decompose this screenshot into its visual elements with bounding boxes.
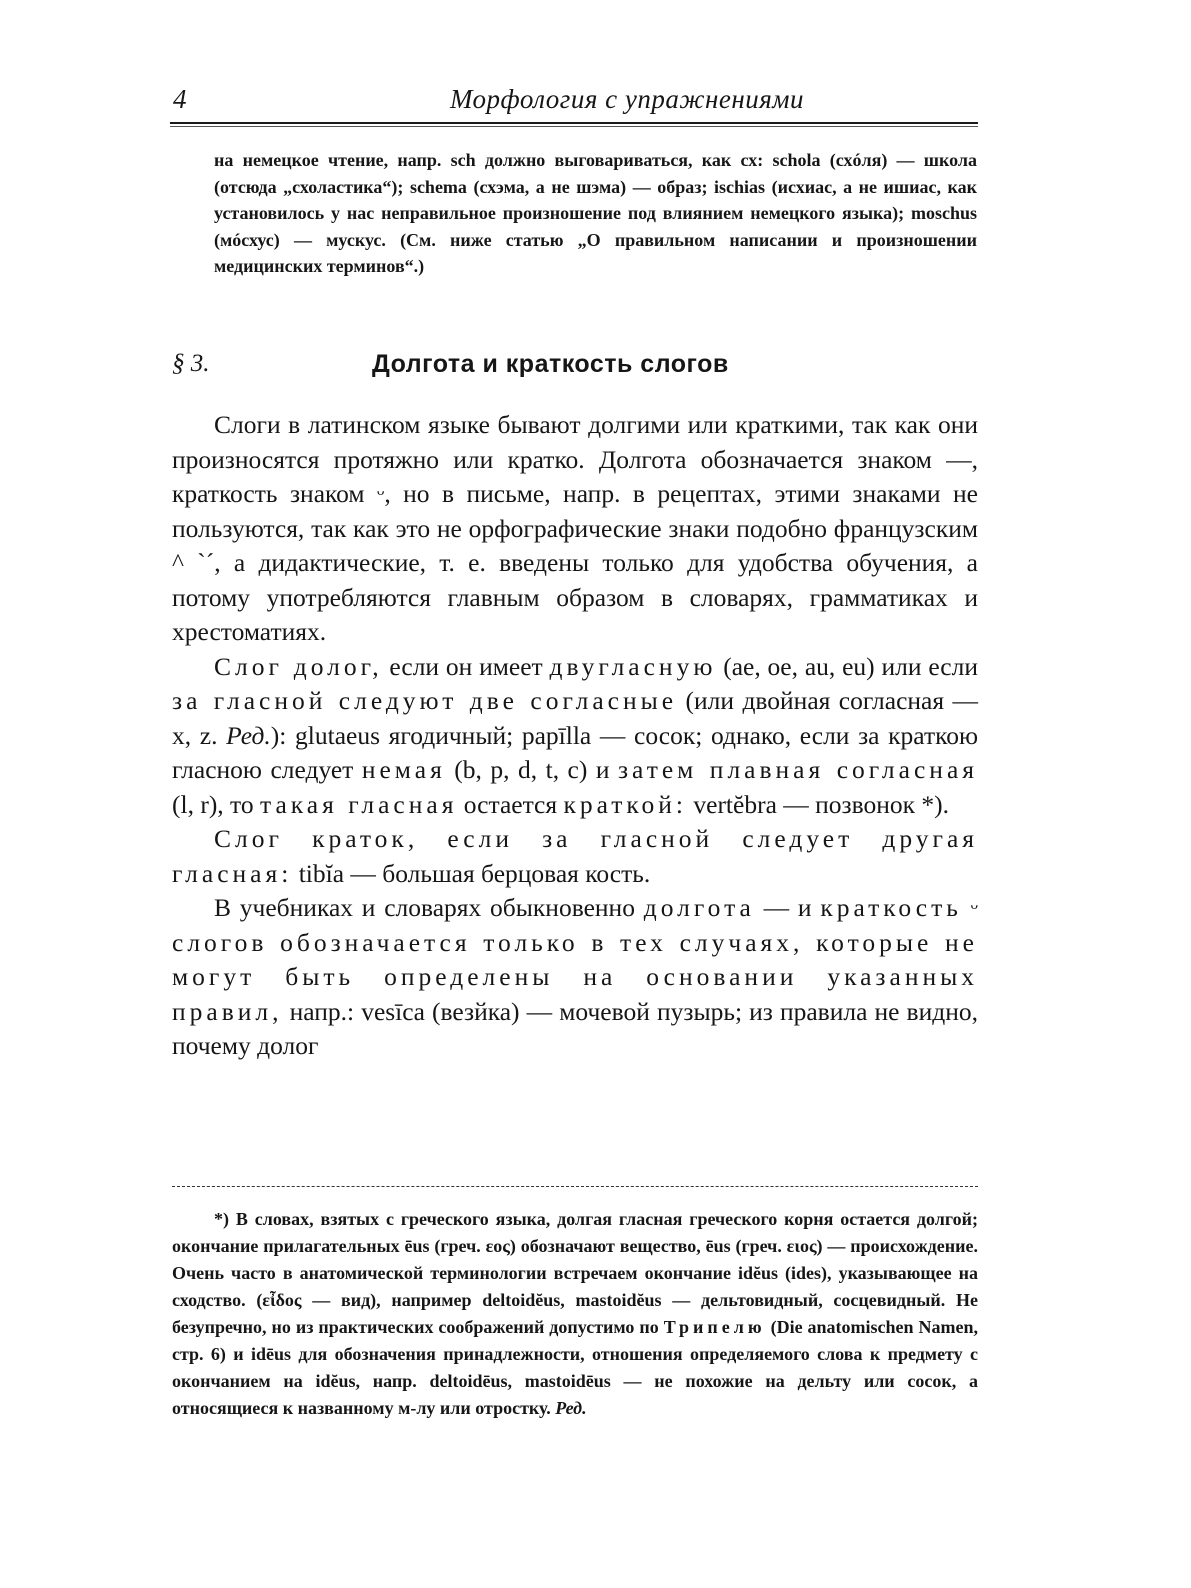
text-run: В учебниках и словарях обыкновенно	[214, 893, 644, 922]
text-run: остается	[457, 789, 564, 819]
section-heading	[172, 350, 978, 386]
footnote-rule	[172, 1186, 978, 1187]
footnote-text: (Die anatomischen Namen, стр. 6) и idēus для обозначения принадлежности, отношения определяемого слова к предмету с окончанием на idĕus, напр. deltoidēus, mastoidēus — не похожие на дельту или сосок, а относящиеся к названному м-лу или отростку.	[172, 1317, 978, 1418]
spaced-text: Слог краток, если за гласной следует другая гласная:	[172, 824, 978, 888]
spaced-text: краткость	[820, 893, 962, 922]
text-run: (или двойная согласная — x, z.	[172, 686, 978, 750]
running-head	[173, 84, 981, 124]
text-run: ): glutaeus ягодичный; papīlla — сосок; однако, если за краткою гласною следует	[172, 720, 978, 784]
text-run: (b, p, d, t, c) и	[445, 755, 618, 784]
footnote-text: *) В словах, взятых с греческого языка, долгая гласная греческого корня остается долгой; окончание прилагательных ēus (греч. εος) обозначают вещество, ēus (греч. ειος) — происхождение. Очень часто в анатомической терминологии встречаем окончание idĕus (ides), указывающее на сходство. (εἶδος — вид), например deltoidĕus, mastoidĕus — дельтовидный, сосцевидный. Не безупречно, но из практических соображений допустимо по	[172, 1209, 978, 1337]
paragraph-textbooks	[172, 891, 978, 1064]
editor-mark: Ред.	[226, 720, 271, 750]
spaced-text: такая гласная	[260, 789, 458, 819]
text-run: vertĕbra — позвонок *).	[687, 789, 950, 819]
page-number: 4	[173, 84, 187, 114]
spaced-text: краткой:	[563, 789, 687, 819]
spaced-name: Трипелю	[663, 1317, 766, 1337]
spaced-text: немая	[361, 755, 446, 784]
editor-mark: Ред.	[555, 1398, 587, 1418]
spaced-text: долгота	[643, 893, 755, 922]
spaced-text: Слог долог,	[214, 651, 383, 681]
paragraph-short-syllable	[172, 822, 978, 891]
paragraph-long-syllable	[172, 650, 978, 823]
spaced-text: слогов обозначается только в тех случаях, которые не могут быть определены на основании указанных правил,	[172, 927, 978, 1026]
text-run: если он имеет	[382, 651, 550, 681]
section-number: § 3.	[172, 350, 210, 377]
header-rule-thin	[170, 126, 978, 127]
text-run: ᵕ	[961, 893, 979, 922]
text-run: (ae, oe, au, eu) или если	[716, 651, 978, 681]
text-run: — и	[754, 893, 821, 922]
section-title: Долгота и краткость слогов	[372, 350, 729, 378]
footnote	[172, 1206, 978, 1422]
text-run: напр.: vesīca (везйка) — мочевой пузырь; из правила не видно, почему долог	[172, 996, 978, 1060]
footnote-paragraph	[172, 1206, 978, 1422]
text-run: tibĭa — большая берцовая кость.	[292, 858, 651, 888]
spaced-text: за гласной следуют две согласные	[172, 686, 678, 715]
header-rule	[170, 122, 978, 124]
running-title: Морфология с упражнениями	[449, 84, 805, 114]
paragraph-syllables: Слоги в латинском языке бывают долгими или краткими, так как они произносятся протяжно или кратко. Долгота обозначается знаком —, краткость знаком ᵕ, но в письме, напр. в рецептах, этими знаками не пользуются, так как это не орфографические знаки подобно французским ^ `´, а дидактические, т. е. введены только для удобства обучения, а потому употребляются главным образом в словарях, грамматиках и хрестоматиях.	[172, 410, 978, 646]
text-run: (l, r), то	[172, 789, 260, 819]
spaced-text: затем плавная согласная	[617, 755, 978, 784]
intro-note: на немецкое чтение, напр. sch должно выговариваться, как сх: schola (схóля) — школа (отсюда „схоластика“); schema (схэма, а не шэма) — образ; ischias (исхиас, а не ишиас, как установилось у нас неправильное произношение под влиянием немецкого языка); moschus (мóсхус) — мускус. (См. ниже статью „О правильном написании и произношении медицинских терминов“.)	[214, 150, 977, 276]
body-text	[172, 408, 978, 1064]
spaced-text: двугласную	[549, 651, 717, 681]
